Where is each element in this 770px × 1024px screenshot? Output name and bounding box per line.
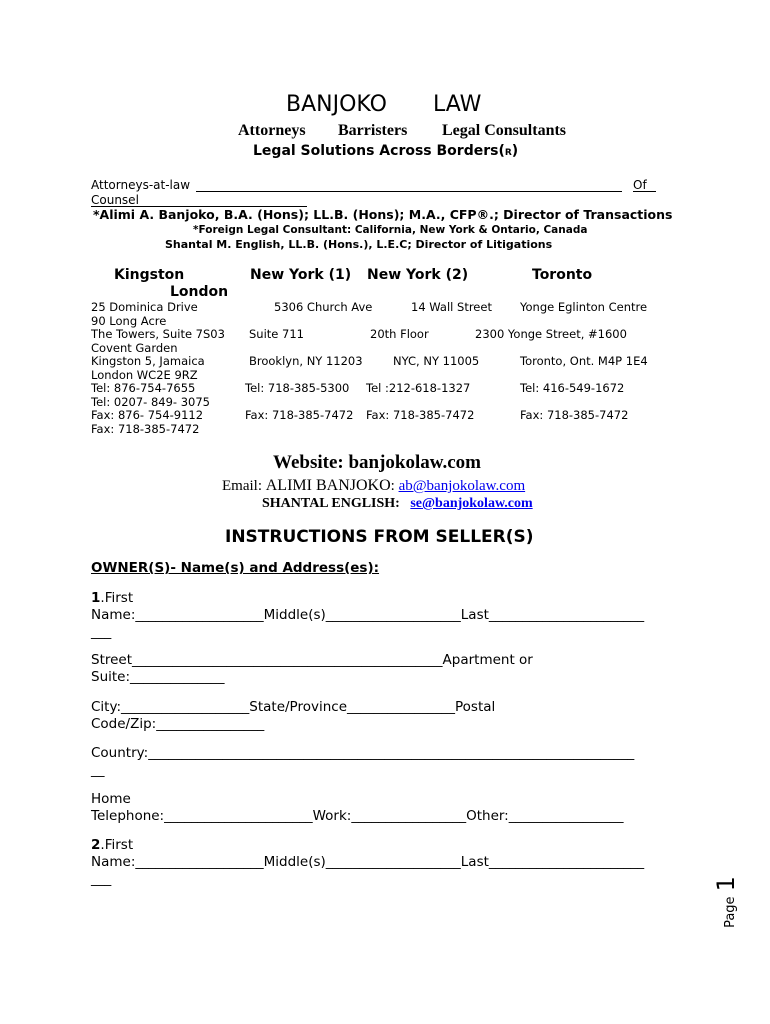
email-line-alimi <box>222 477 525 495</box>
owner-1-first-label <box>91 590 644 607</box>
owner-1-phone-block <box>91 791 624 825</box>
first-label: .First <box>100 837 134 853</box>
divider-line <box>196 191 622 192</box>
counsel-label: Counsel <box>91 193 139 207</box>
toronto-fax: Fax: 718-385-7472 <box>520 408 629 422</box>
owner-1-city-field[interactable]: City:___________________State/Province________________Postal <box>91 699 496 715</box>
alimi-email-link[interactable]: ab@banjokolaw.com <box>398 478 526 494</box>
address-line: Covent Garden <box>91 340 178 355</box>
owner-1-postal-field[interactable]: Code/Zip:________________ <box>91 716 265 732</box>
page-label: Page <box>722 896 738 928</box>
director-litigations: Shantal M. English, LL.B. (Hons.), L.E.C; Director of Litigations <box>165 238 553 251</box>
shantal-email-link[interactable]: se@banjokolaw.com <box>410 496 533 511</box>
firm-name-left: BANJOKO <box>286 92 387 117</box>
form-title: INSTRUCTIONS FROM SELLER(S) <box>225 527 534 547</box>
owner-2-name-field[interactable]: Name:___________________Middle(s)____________________Last_______________________ <box>91 854 645 870</box>
address-line: Fax: 718-385-7472 <box>91 421 200 436</box>
owner-2-first-label <box>91 837 644 854</box>
address-line: Tel: 876-754-7655 <box>91 381 196 395</box>
toronto-street: Yonge Eglinton Centre <box>520 300 648 314</box>
address-line: The Towers, Suite 7S03 <box>91 327 225 341</box>
alimi-name: ALIMI BANJOKO <box>265 477 391 494</box>
toronto-tel: Tel: 416-549-1672 <box>520 381 625 395</box>
owner-number: 2 <box>91 837 101 853</box>
ny1-tel: Tel: 718-385-5300 <box>245 381 350 395</box>
address-line: 90 Long Acre <box>91 313 167 328</box>
toronto-city: Toronto, Ont. M4P 1E4 <box>520 354 648 368</box>
ny2-street: 14 Wall Street <box>411 300 492 314</box>
office-title-new-york-1: New York (1) <box>250 267 352 283</box>
foreign-legal-consultant: *Foreign Legal Consultant: California, New York & Ontario, Canada <box>193 224 588 236</box>
website: Website: banjokolaw.com <box>273 452 481 473</box>
owner-1-country-block <box>91 745 634 779</box>
ny2-city: NYC, NY 11005 <box>393 354 480 368</box>
owner-1-city-block <box>91 699 495 733</box>
kingston-london-address <box>91 301 225 436</box>
owner-number: 1 <box>91 590 101 606</box>
colon: : <box>390 478 395 494</box>
owner-1-street-block <box>91 652 533 686</box>
email-line-shantal <box>262 496 533 512</box>
tagline-close: ) <box>511 143 519 159</box>
office-title-kingston: Kingston <box>114 267 185 283</box>
attorneys-at-law-label: Attorneys-at-law <box>91 178 191 192</box>
email-label: Email: <box>222 478 262 494</box>
owners-heading: OWNER(S)- Name(s) and Address(es): <box>91 560 380 576</box>
firm-name-right: LAW <box>433 92 482 117</box>
director-transactions: *Alimi A. Banjoko, B.A. (Hons); LL.B. (Hons); M.A., CFP®.; Director of Transactions <box>93 207 673 222</box>
name-field-wrap: ___ <box>91 871 112 887</box>
owner-1-country-field[interactable]: Country:________________________________________________________________________ <box>91 745 635 761</box>
office-title-toronto: Toronto <box>532 267 593 283</box>
address-line: London WC2E 9RZ <box>91 367 198 382</box>
role-barristers: Barristers <box>338 122 408 139</box>
owner-1-street-field[interactable]: Street______________________________________________Apartment or <box>91 652 533 668</box>
address-line: 25 Dominica Drive <box>91 300 198 314</box>
ny1-fax: Fax: 718-385-7472 <box>245 408 354 422</box>
owner-1-name-block <box>91 590 644 641</box>
of-label: Of <box>633 178 647 192</box>
ny2-fax: Fax: 718-385-7472 <box>366 408 475 422</box>
role-legal-consultants: Legal Consultants <box>442 122 567 139</box>
address-line: Kingston 5, Jamaica <box>91 354 205 368</box>
ny2-tel: Tel :212-618-1327 <box>366 381 471 395</box>
ny1-city: Brooklyn, NY 11203 <box>249 354 363 368</box>
owner-1-telephone-field[interactable]: Telephone:______________________Work:_________________Other:_________________ <box>91 808 624 824</box>
name-field-wrap: ___ <box>91 624 112 640</box>
toronto-suite: 2300 Yonge Street, #1600 <box>475 327 627 341</box>
ny1-street: 5306 Church Ave <box>274 300 373 314</box>
office-title-new-york-2: New York (2) <box>367 267 469 283</box>
owner-2-name-block <box>91 837 644 888</box>
shantal-name: SHANTAL ENGLISH: <box>262 496 400 511</box>
office-title-london: London <box>170 284 229 300</box>
page-number: 1 <box>711 876 740 892</box>
tagline <box>253 143 518 159</box>
tagline-text: Legal Solutions Across Borders( <box>253 143 505 159</box>
owner-1-suite-field[interactable]: Suite:______________ <box>91 669 225 685</box>
ny1-suite: Suite 711 <box>249 327 304 341</box>
registered-mark: R <box>504 148 512 158</box>
home-label: Home <box>91 791 131 807</box>
page-footer <box>712 876 740 928</box>
country-field-wrap: __ <box>91 762 105 778</box>
owner-1-name-field[interactable]: Name:___________________Middle(s)____________________Last_______________________ <box>91 607 645 623</box>
first-label: .First <box>100 590 134 606</box>
role-attorneys: Attorneys <box>238 122 306 139</box>
divider-line <box>633 191 656 192</box>
address-line: Fax: 876- 754-9112 <box>91 408 204 422</box>
address-line: Tel: 0207- 849- 3075 <box>91 394 210 409</box>
ny2-suite: 20th Floor <box>370 327 429 341</box>
